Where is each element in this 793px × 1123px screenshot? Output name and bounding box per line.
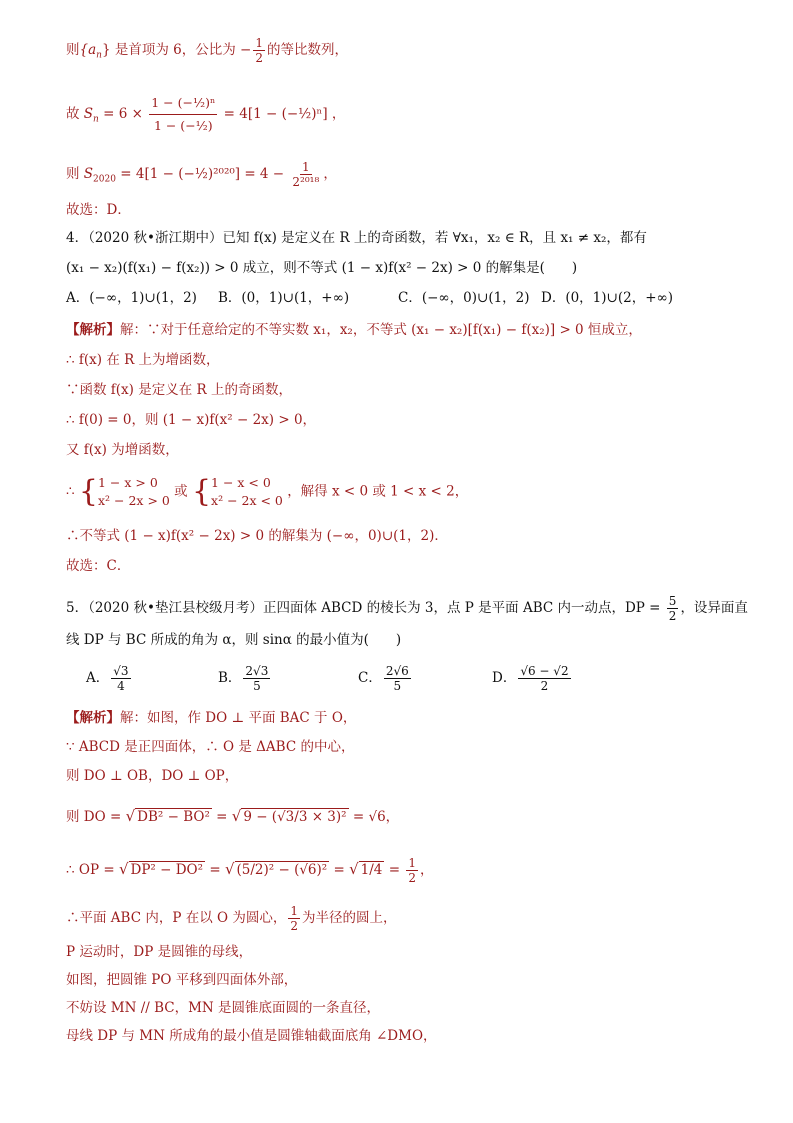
text: 5．（2020 秋•垫江县校级月考）正四面体 ABCD 的棱长为 3，点 P 是平面 ABC 内一动点，DP =	[66, 600, 661, 616]
question-4-option-b: B．(0，1)∪(1，+∞)	[218, 290, 350, 306]
fraction: $\frac{1}{2}$	[255, 36, 263, 65]
text: ，	[323, 166, 337, 182]
solution-4-line-2: ∴ f(x) 在 R 上为增函数，	[66, 352, 220, 368]
question-4-option-a: A．(−∞，1)∪(1，2)	[66, 290, 197, 306]
solution-5-line-9: 不妨设 MN // BC，MN 是圆锥底面圆的一条直径，	[66, 1000, 381, 1016]
text: 或	[174, 483, 188, 500]
solution-5-line-4: 则 DO = √ DB² − BO² = √ 9 − (√3/3 × 3)² = √6，	[66, 807, 400, 825]
solution-4-line-3: ∵函数 f(x) 是定义在 R 上的奇函数，	[66, 382, 292, 398]
question-4-option-c: C．(−∞，0)∪(1，2)	[398, 290, 530, 306]
text: = 6 ×	[103, 106, 143, 122]
text: } 是首项为 6，公比为 −	[101, 42, 252, 58]
sum-symbol: S	[83, 106, 94, 122]
text: 解：如图，作 DO ⊥ 平面 BAC 于 O，	[120, 710, 357, 726]
solution-4-line-5: 又 f(x) 为增函数，	[66, 442, 179, 458]
text: ∴	[66, 483, 75, 500]
question-5-line-1	[66, 594, 748, 623]
question-4-line-1: 4．（2020 秋•浙江期中）已知 f(x) 是定义在 R 上的奇函数，若 ∀x₁，x₂ ∈ R，且 x₁ ≠ x₂，都有	[66, 230, 647, 246]
answer-line-4: 故选：D．	[66, 202, 131, 218]
solution-5-line-7: P 运动时，DP 是圆锥的母线，	[66, 944, 253, 960]
sum-symbol: S	[83, 166, 94, 182]
solution-5-line-2: ∵ ABCD 是正四面体，∴ O 是 ΔABC 的中心，	[66, 739, 355, 755]
subscript: 2020	[93, 174, 116, 185]
fraction: $\frac{5}{2}$	[668, 594, 677, 623]
solution-label: 【解析】	[66, 322, 120, 338]
fraction: $\frac{1}{\text{2²⁰¹⁸}}$	[292, 160, 320, 189]
text: 解：∵对于任意给定的不等实数 x₁，x₂，不等式 (x₁ − x₂)[f(x₁) − f(x₂)] > 0 恒成立，	[120, 322, 642, 338]
question-5-line-2: 线 DP 与 BC 所成的角为 α，则 sinα 的最小值为( )	[66, 632, 402, 648]
solution-5-line-1	[66, 708, 356, 728]
text: 的等比数列，	[266, 42, 348, 58]
answer-line-2: 故 $S_n = 6$ × $\frac{\text{1 − (−½)ⁿ}}{\text{1 − (−½)}}$ = 4[1 − (−½)ⁿ] ，	[66, 92, 345, 137]
text: = 4[1 − (−½)ⁿ] ，	[223, 106, 346, 122]
solution-5-line-8: 如图，把圆锥 PO 平移到四面体外部，	[66, 972, 298, 988]
sequence-symbol: {a	[79, 42, 97, 58]
solution-4-line-4: ∴ f(0) = 0，则 (1 − x)f(x² − 2x) > 0，	[66, 412, 317, 428]
solution-5-line-6: ∴平面 ABC 内，P 在以 O 为圆心， $\frac{1}{2}$ 为半径的圆上，	[66, 904, 397, 933]
solution-5-line-5: ∴ OP = √ DP² − DO² = √ (5/2)² − (√6)² = √ 1/4 = $\frac{1}{2}$ ，	[66, 856, 434, 885]
question-4-option-d: D．(0，1)∪(2，+∞)	[541, 290, 674, 306]
system-2: { 1 − x < 0 x² − 2x < 0	[191, 474, 283, 509]
text: ，解得 x < 0 或 1 < x < 2，	[287, 483, 469, 500]
answer-line-1: 则$\{a_n\}$ 是首项为 6，公比为 − $\frac{1}{2}$ 的等比数列，	[66, 36, 348, 65]
solution-label: 【解析】	[66, 710, 120, 726]
question-5-option-b: B． $\frac{2√3}{5}$	[218, 664, 269, 693]
solution-4-line-1	[66, 320, 642, 340]
text: ，设异面直	[680, 600, 748, 616]
question-5-option-a: A． $\frac{√3}{4}$	[86, 664, 129, 693]
text: 则	[66, 42, 80, 58]
system-1: { 1 − x > 0 x² − 2x > 0	[78, 474, 170, 509]
text: 则	[66, 166, 80, 182]
big-fraction: $\frac{\text{1 − (−½)ⁿ}}{\text{1 − (−½)}}$	[149, 92, 217, 137]
question-4-line-2: (x₁ − x₂)(f(x₁) − f(x₂)) > 0 成立，则不等式 (1 − x)f(x² − 2x) > 0 的解集是( )	[66, 260, 578, 276]
text: 故	[66, 106, 80, 122]
answer-line-3	[66, 160, 337, 190]
solution-5-line-3: 则 DO ⊥ OB，DO ⊥ OP，	[66, 768, 239, 784]
solution-4-line-6	[66, 474, 468, 510]
question-5-option-d: D． $\frac{√6 - √2}{2}$	[492, 664, 569, 693]
text: = 4[1 − (−½)²⁰²⁰] = 4 −	[120, 166, 285, 182]
solution-5-line-10: 母线 DP 与 MN 所成角的最小值是圆锥轴截面底角 ∠DMO，	[66, 1028, 437, 1044]
question-5-option-c: C． $\frac{2√6}{5}$	[358, 664, 409, 693]
solution-4-line-7: ∴不等式 (1 − x)f(x² − 2x) > 0 的解集为 (−∞，0)∪(1，2)．	[66, 528, 448, 544]
solution-4-line-8: 故选：C．	[66, 558, 131, 574]
